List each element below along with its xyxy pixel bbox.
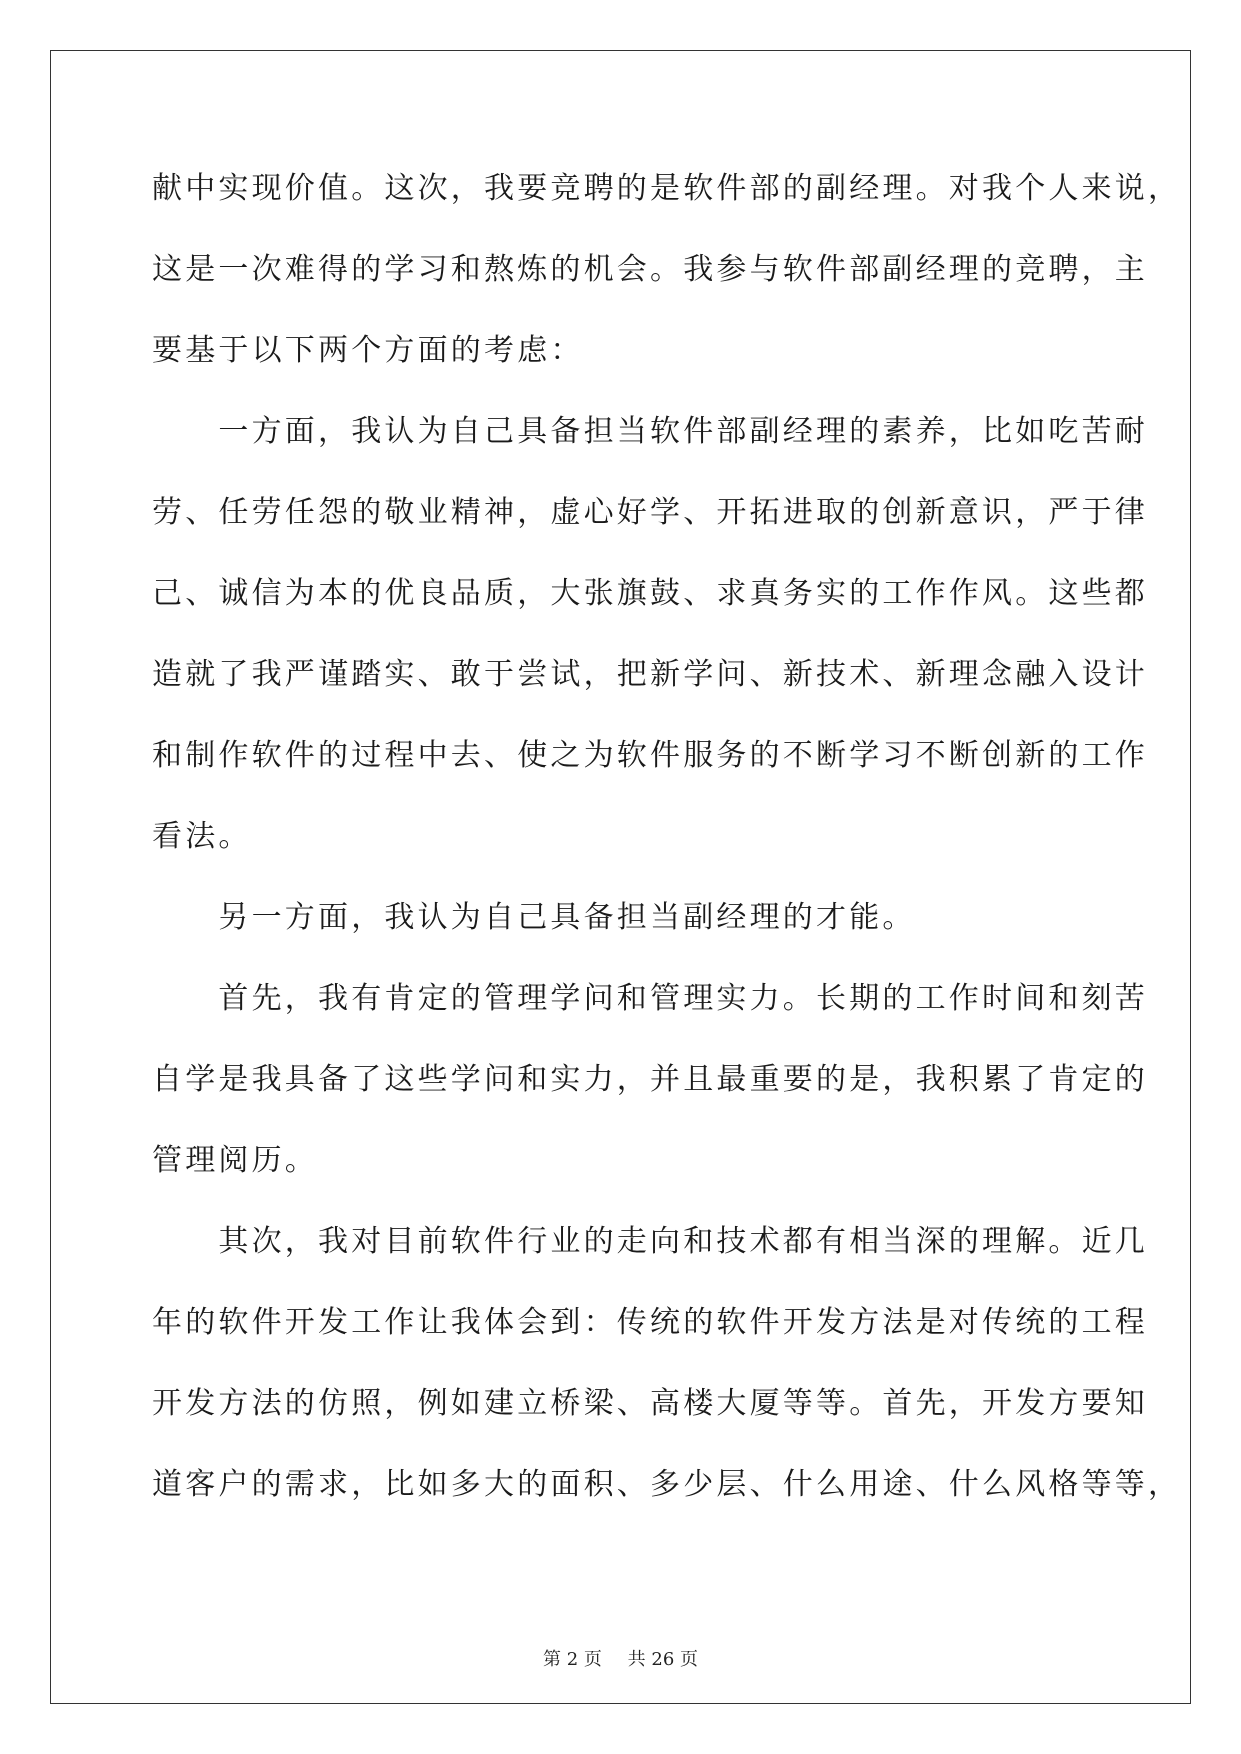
text-line: 另一方面，我认为自己具备担当副经理的才能。 [152,900,916,935]
page-total: 共 26 页 [627,1649,698,1670]
text-line: 献中实现价值。这次，我要竞聘的是软件部的副经理。对我个人来说， [152,171,1182,206]
text-line: 和制作软件的过程中去、使之为软件服务的不断学习不断创新的工作 [152,738,1148,773]
text-line: 这是一次难得的学习和熬炼的机会。我参与软件部副经理的竞聘，主 [152,252,1148,287]
text-line: 一方面，我认为自己具备担当软件部副经理的素养，比如吃苦耐 [152,414,1148,449]
text-line: 首先，我有肯定的管理学问和管理实力。长期的工作时间和刻苦 [152,981,1148,1016]
text-line: 自学是我具备了这些学问和实力，并且最重要的是，我积累了肯定的 [152,1062,1148,1097]
text-line: 造就了我严谨踏实、敢于尝试，把新学问、新技术、新理念融入设计 [152,657,1148,692]
text-line: 己、诚信为本的优良品质，大张旗鼓、求真务实的工作作风。这些都 [152,576,1148,611]
text-line: 要基于以下两个方面的考虑： [152,333,584,368]
text-line: 管理阅历。 [152,1143,318,1178]
document-body [152,168,1182,1545]
text-line: 劳、任劳任怨的敬业精神，虚心好学、开拓进取的创新意识，严于律 [152,495,1148,530]
text-line: 道客户的需求，比如多大的面积、多少层、什么用途、什么风格等等， [152,1467,1182,1502]
page-footer [0,1645,1241,1671]
text-line: 开发方法的仿照，例如建立桥梁、高楼大厦等等。首先，开发方要知 [152,1386,1148,1421]
text-line: 年的软件开发工作让我体会到：传统的软件开发方法是对传统的工程 [152,1305,1148,1340]
text-line: 其次，我对目前软件行业的走向和技术都有相当深的理解。近几 [152,1224,1148,1259]
text-line: 看法。 [152,819,252,854]
page-number: 第 2 页 [543,1649,602,1670]
